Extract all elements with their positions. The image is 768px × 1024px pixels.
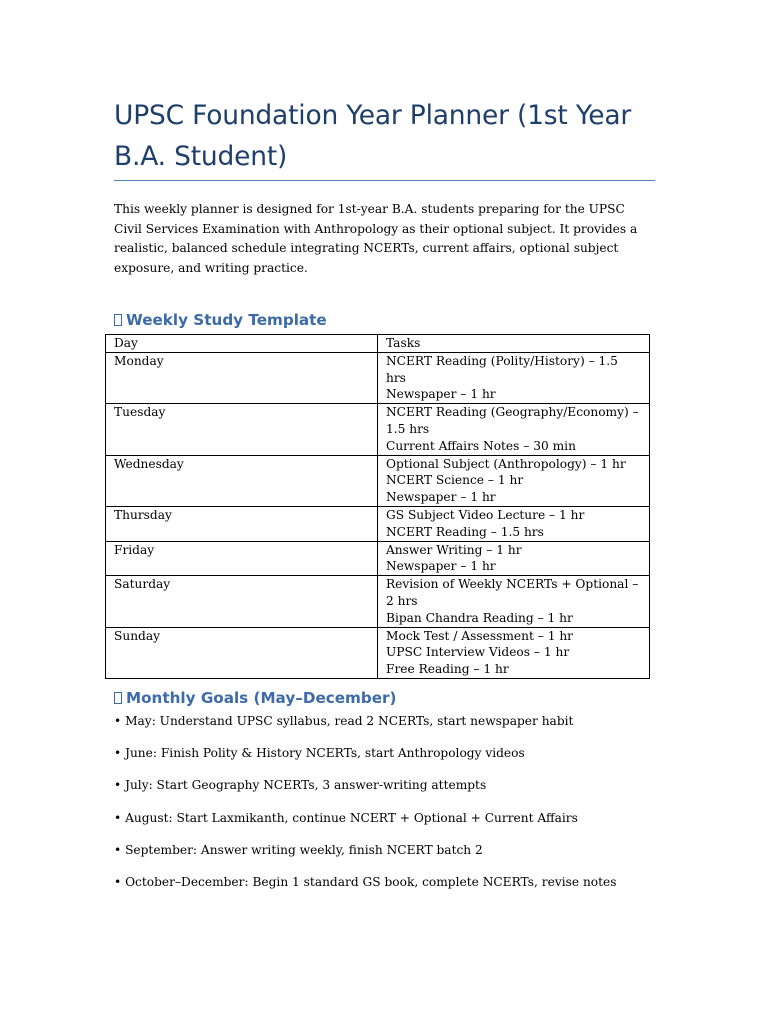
tasks-cell — [378, 576, 650, 627]
task-item: Optional Subject (Anthropology) – 1 hr — [386, 456, 626, 471]
table-row — [106, 541, 650, 576]
table-row — [106, 352, 650, 403]
goal-item: • August: Start Laxmikanth, continue NCERT + Optional + Current Affairs — [114, 810, 578, 825]
table-header-row — [106, 335, 650, 353]
day-cell: Wednesday — [106, 455, 378, 506]
task-item: NCERT Science – 1 hr — [386, 473, 524, 488]
day-cell: Saturday — [106, 576, 378, 627]
monthly-heading — [114, 688, 396, 708]
column-header-day: Day — [106, 335, 378, 353]
tasks-cell — [378, 506, 650, 541]
tasks-cell — [378, 404, 650, 455]
day-cell: Tuesday — [106, 404, 378, 455]
page-title: UPSC Foundation Year Planner (1st Year B.A. Student) — [114, 100, 632, 172]
goal-item: • May: Understand UPSC syllabus, read 2 NCERTs, start newspaper habit — [114, 714, 574, 728]
table-row — [106, 404, 650, 455]
task-item: NCERT Reading – 1.5 hrs — [386, 524, 544, 539]
table-row — [106, 576, 650, 627]
task-item: Mock Test / Assessment – 1 hr — [386, 628, 573, 643]
task-item: Current Affairs Notes – 30 min — [386, 438, 576, 453]
task-item: GS Subject Video Lecture – 1 hr — [386, 507, 585, 522]
task-item: Newspaper – 1 hr — [386, 559, 496, 574]
tasks-cell — [378, 352, 650, 403]
task-item: Newspaper – 1 hr — [386, 490, 496, 505]
day-cell: Friday — [106, 541, 378, 576]
table-body — [106, 352, 650, 678]
table-row — [106, 506, 650, 541]
goal-item: • September: Answer writing weekly, finish NCERT batch 2 — [114, 842, 483, 857]
day-cell: Monday — [106, 352, 378, 403]
goal-item: • July: Start Geography NCERTs, 3 answer-writing attempts — [114, 778, 487, 793]
weekly-heading-text: Weekly Study Template — [126, 311, 327, 329]
tasks-cell — [378, 627, 650, 678]
title-underline — [114, 180, 655, 181]
tasks-cell — [378, 541, 650, 576]
table-row — [106, 627, 650, 678]
task-item: Revision of Weekly NCERTs + Optional – 2 hrs — [386, 577, 639, 608]
monthly-heading-text: Monthly Goals (May–December) — [126, 689, 397, 707]
tasks-cell — [378, 455, 650, 506]
task-item: UPSC Interview Videos – 1 hr — [386, 645, 570, 660]
day-cell: Sunday — [106, 627, 378, 678]
goal-item: • October–December: Begin 1 standard GS book, complete NCERTs, revise notes — [114, 874, 617, 889]
intro-paragraph: This weekly planner is designed for 1st-year B.A. students preparing for the UPSC Civil Services Examination with Anthropology as their optional subject. It provides a realistic, balanced schedule integrating NCERTs, current affairs, optional subject exposure, and writing practice. — [114, 202, 638, 275]
task-item: Bipan Chandra Reading – 1 hr — [386, 610, 573, 625]
weekly-heading — [114, 310, 327, 330]
task-item: Newspaper – 1 hr — [386, 387, 496, 402]
task-item: NCERT Reading (Polity/History) – 1.5 hrs — [386, 353, 618, 385]
calendar-icon — [114, 314, 122, 326]
task-item: Answer Writing – 1 hr — [386, 542, 522, 557]
table-row — [106, 455, 650, 506]
target-icon — [114, 692, 122, 704]
task-item: Free Reading – 1 hr — [386, 662, 509, 677]
weekly-study-table — [105, 334, 650, 679]
day-cell: Thursday — [106, 506, 378, 541]
task-item: NCERT Reading (Geography/Economy) – 1.5 hrs — [386, 405, 639, 436]
goal-item: • June: Finish Polity & History NCERTs, start Anthropology videos — [114, 746, 525, 761]
column-header-tasks: Tasks — [378, 335, 650, 353]
monthly-goals-list — [114, 712, 674, 905]
